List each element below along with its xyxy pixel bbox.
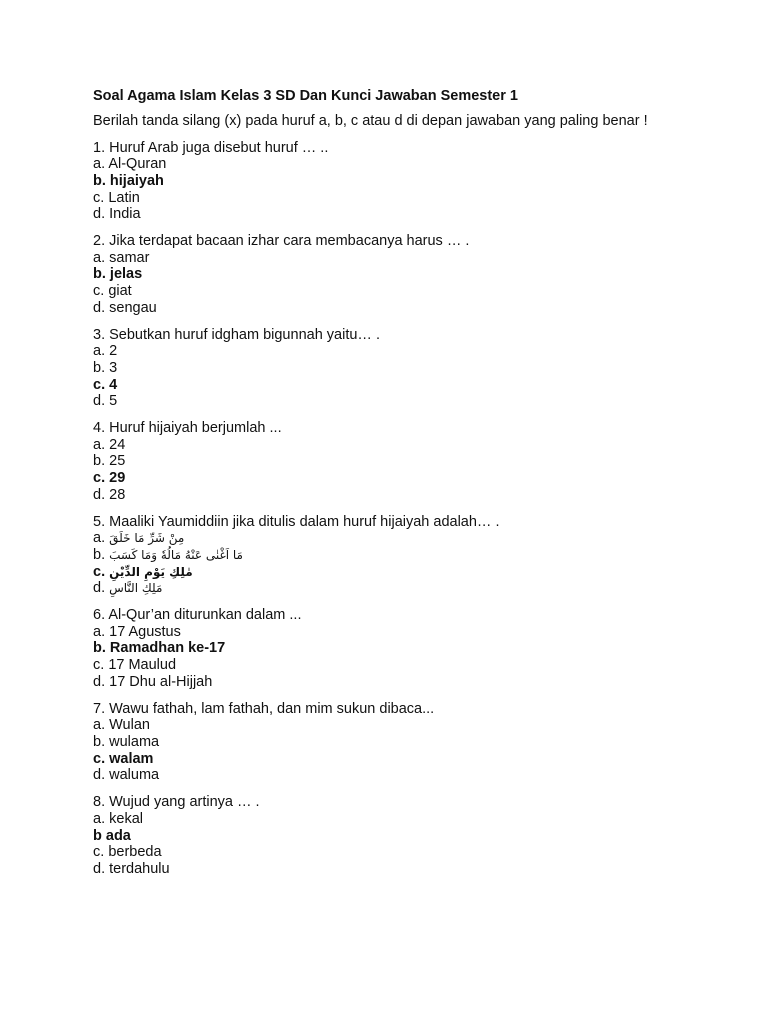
option-a [93,250,653,267]
option-letter: d. [93,673,106,690]
question-text: 2. Jika terdapat bacaan izhar cara membacanya harus … . [93,233,470,250]
option-text: kekal [109,810,143,827]
option-text: Latin [108,189,140,206]
option-text: 3 [109,359,118,376]
option-text: waluma [109,767,160,784]
option-b [93,360,653,377]
option-letter: c. [93,563,106,580]
option-letter: b. [93,172,106,189]
option-c [93,190,653,207]
question-1 [93,140,653,224]
question-text: 3. Sebutkan huruf idgham bigunnah yaitu… . [93,326,380,343]
option-text-arabic: مِنْ شَرِّ مَا خَلَقَ [109,531,185,546]
option-letter: a. [93,156,106,173]
option-letter: d. [93,206,106,223]
option-letter: c. [93,844,105,861]
option-d [93,861,653,878]
option-text: 17 Dhu al-Hijjah [109,673,213,690]
option-d [93,300,653,317]
option-a [93,156,653,173]
option-text-arabic: مٰلِكِ يَوْمِ الدِّيْنِ [109,564,193,579]
option-a [93,624,653,641]
option-letter: b. [93,359,106,376]
question-text: 6. Al-Qur’an diturunkan dalam ... [93,607,302,624]
option-text: ada [105,827,131,844]
option-b [93,453,653,470]
option-letter: d. [93,486,106,503]
option-text: giat [108,283,132,300]
option-letter: c. [93,750,106,767]
question-7 [93,701,653,785]
option-letter: c. [93,189,105,206]
option-letter: d. [93,860,106,877]
option-letter: b. [93,453,106,470]
option-letter: a. [93,343,106,360]
option-text: 24 [109,436,126,453]
option-letter: a. [93,530,106,547]
option-letter: c. [93,470,106,487]
option-text: walam [109,750,154,767]
option-letter: b [93,827,102,844]
option-letter: d. [93,580,106,597]
option-text: 29 [109,470,126,487]
option-letter: c. [93,376,106,393]
option-text: Ramadhan ke-17 [109,640,226,657]
document-page [93,87,653,888]
option-a [93,437,653,454]
option-letter: b. [93,734,106,750]
option-b [93,734,653,751]
document-title: Soal Agama Islam Kelas 3 SD Dan Kunci Jawaban Semester 1 [93,88,518,104]
option-text: India [109,206,141,223]
option-a [93,717,653,734]
option-c-answer [93,751,653,768]
question-4 [93,420,653,504]
option-text: hijaiyah [109,172,164,189]
question-2 [93,233,653,317]
option-a [93,343,653,360]
option-d [93,487,653,504]
option-letter: d. [93,393,106,410]
option-d [93,580,653,597]
option-letter: a. [93,717,106,734]
option-c [93,844,653,861]
option-text-arabic: مَا اَغْنٰى عَنْهُ مَالُهٗ وَمَا كَسَبَ [109,547,243,562]
question-text: 8. Wujud yang artinya … . [93,794,260,811]
option-text: 28 [109,486,126,503]
option-letter: a. [93,249,106,266]
option-text: 17 Maulud [108,657,177,674]
option-letter: c. [93,657,105,674]
option-text: 25 [109,453,126,470]
instruction-text: Berilah tanda silang (x) pada huruf a, b, c atau d di depan jawaban yang paling benar ! [93,113,648,129]
option-b-answer [93,640,653,657]
question-text: 7. Wawu fathah, lam fathah, dan mim sukun dibaca... [93,700,435,717]
option-d [93,767,653,784]
option-a [93,530,653,547]
question-text: 1. Huruf Arab juga disebut huruf … .. [93,139,329,156]
question-6 [93,607,653,691]
option-text: 17 Agustus [109,623,181,640]
option-b-answer [93,173,653,190]
option-d [93,206,653,223]
option-c-answer [93,377,653,394]
question-text: 5. Maaliki Yaumiddiin jika ditulis dalam huruf hijaiyah adalah… . [93,513,500,530]
option-c [93,283,653,300]
option-text: sengau [109,299,157,316]
option-letter: b. [93,266,106,283]
option-letter: d. [93,299,106,316]
option-text: 5 [109,393,118,410]
option-c-answer [93,470,653,487]
option-b [93,547,653,564]
option-letter: b. [93,640,106,657]
option-letter: c. [93,283,105,300]
option-letter: a. [93,810,106,827]
option-text: Al-Quran [108,156,167,173]
question-3 [93,327,653,411]
option-text: Wulan [109,717,150,734]
option-text: 4 [109,376,118,393]
option-text: 2 [109,343,118,360]
option-text: terdahulu [109,860,170,877]
option-letter: a. [93,623,106,640]
option-b-answer [93,266,653,283]
question-8 [93,794,653,878]
option-text: jelas [109,266,143,283]
option-d [93,393,653,410]
question-text: 4. Huruf hijaiyah berjumlah ... [93,420,282,437]
option-a [93,811,653,828]
option-text: wulama [109,734,160,750]
option-d [93,674,653,691]
option-c [93,657,653,674]
option-text-arabic: مَلِكِ النَّاسِ [109,581,163,596]
option-letter: b. [93,546,106,563]
option-text: samar [109,249,150,266]
question-5 [93,514,653,598]
option-c-answer [93,564,653,581]
option-letter: a. [93,436,106,453]
option-text: berbeda [108,844,162,861]
option-b-answer [93,828,653,845]
option-letter: d. [93,767,106,784]
